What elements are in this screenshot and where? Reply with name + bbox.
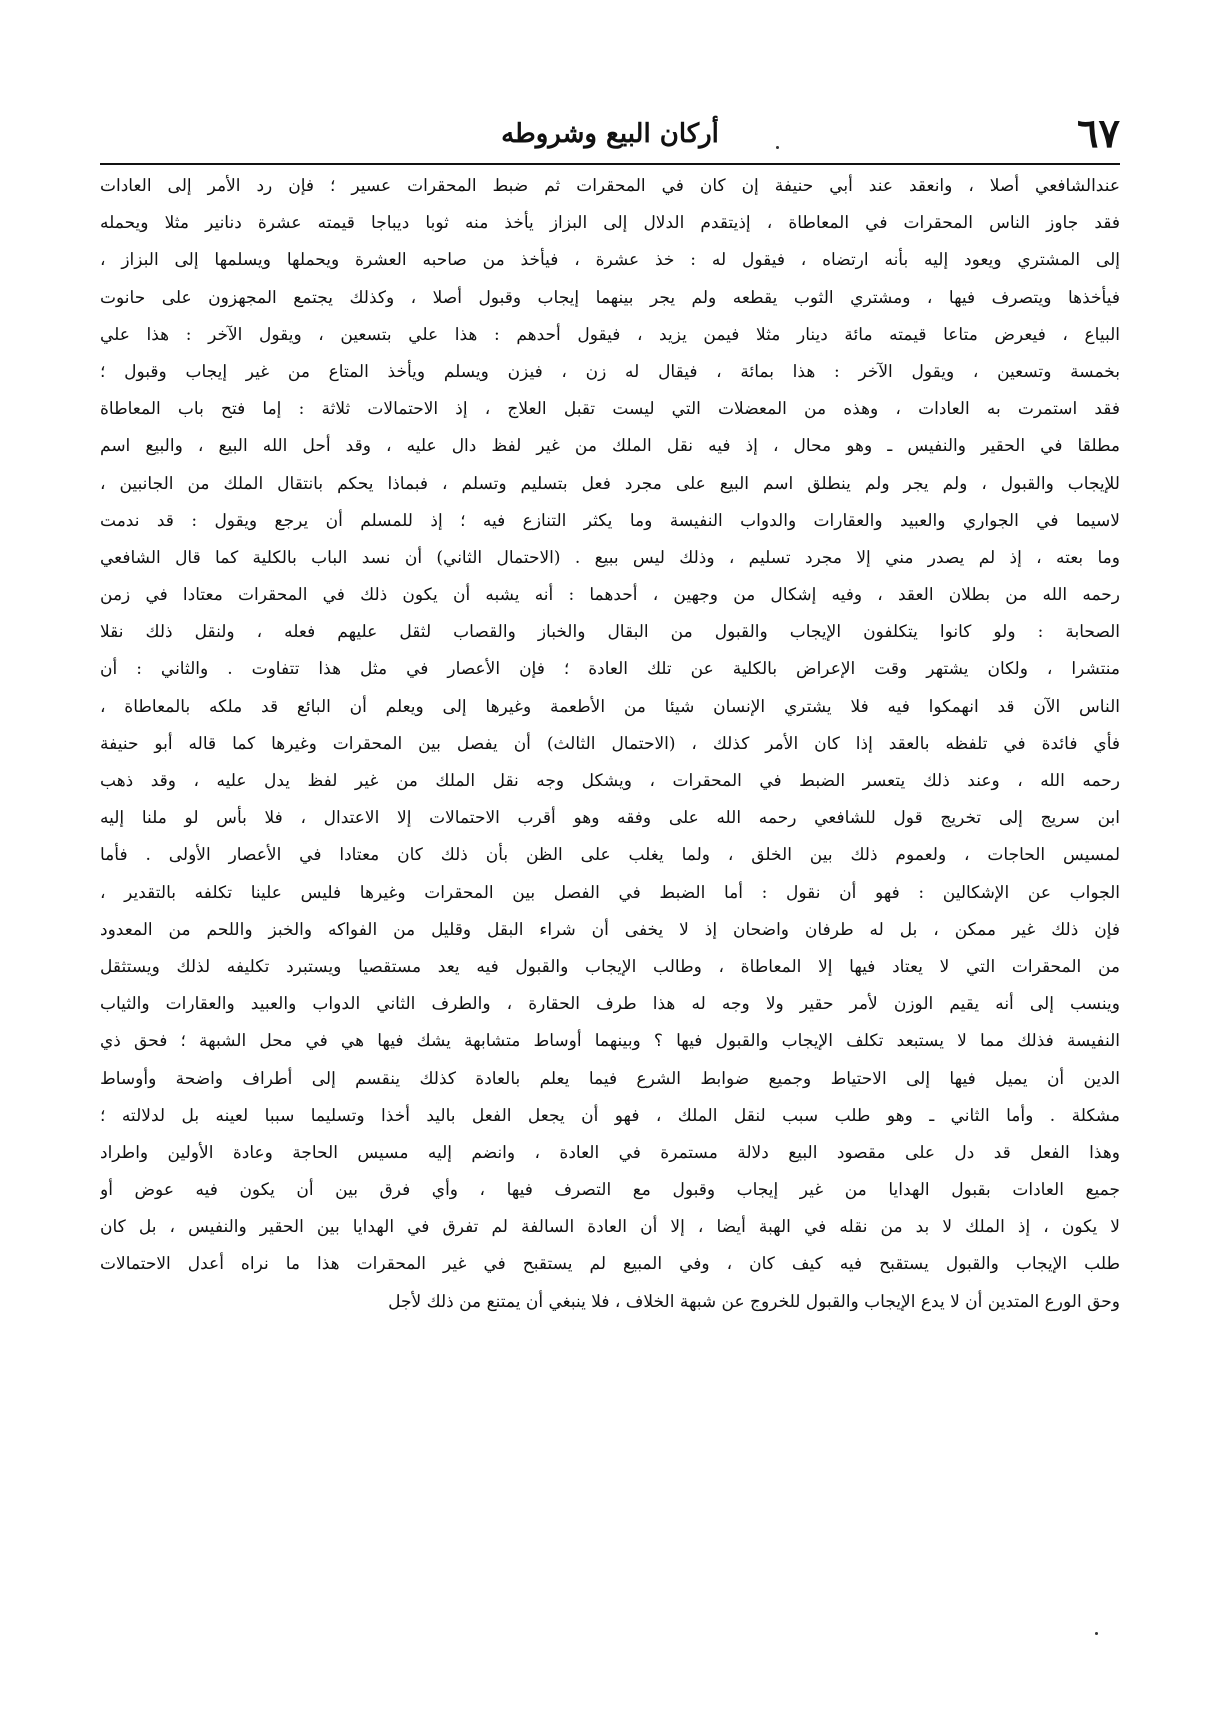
text-line: وحق الورع المتدين أن لا يدع الإيجاب والقبول للخروج عن شبهة الخلاف ، فلا ينبغي أن يمتنع من ذلك لأجل <box>388 1291 1120 1312</box>
text-line: رحمه الله ، وعند ذلك يتعسر الضبط في المحقرات ، ويشكل وجه نقل الملك من غير لفظ يدل عليه ، وقد ذهب <box>100 771 1120 791</box>
header-rule <box>100 163 1120 165</box>
text-line: البياع ، فيعرض متاعا قيمته مائة دينار مثلا فيمن يزيد ، فيقول أحدهم : هذا علي بتسعين ، ويقول الآخر : هذا علي <box>100 324 1120 345</box>
text-line: بخمسة وتسعين ، ويقول الآخر : هذا بمائة ، فيقال له زن ، فيزن ويسلم ويأخذ المتاع من غير إيجاب وقبول ؛ <box>100 361 1120 382</box>
text-line: إلى المشتري ويعود إليه بأنه ارتضاه ، فيقول له : خذ عشرة ، فيأخذ من صاحبه العشرة ويحملها ويسلمها إلى البزاز ، <box>100 250 1120 271</box>
ink-speck <box>1095 1632 1098 1635</box>
running-title: أركان البيع وشروطه <box>501 119 719 149</box>
text-line: لا يكون ، إذ الملك لا بد من نقله في الهبة أيضا ، إلا أن العادة السالفة لم تفرق في الهدايا بين الحقير والنفيس ، بل كان <box>100 1217 1120 1238</box>
text-line: الدين أن يميل فيها إلى الاحتياط وجميع ضوابط الشرع فيما يعلم بالعادة كذلك ينقسم إلى أطراف واضحة وأوساط <box>100 1068 1120 1089</box>
text-line: الصحابة : ولو كانوا يتكلفون الإيجاب والقبول من البقال والخباز والقصاب لثقل عليهم فعله ، ولنقل ذلك نقلا <box>100 622 1120 643</box>
text-line: لاسيما في الجواري والعبيد والعقارات والدواب النفيسة وما يكثر التنازع فيه ؛ إذ للمسلم أن يرجع ويقول : قد ندمت <box>100 510 1120 531</box>
text-line: منتشرا ، ولكان يشتهر وقت الإعراض بالكلية عن تلك العادة ؛ فإن الأعصار في مثل هذا تتفاوت . والثاني : أن <box>100 659 1120 680</box>
text-line: وهذا الفعل قد دل على مقصود البيع دلالة مستمرة في العادة ، وانضم إليه مسيس الحاجة وعادة الأولين واطراد <box>100 1142 1120 1163</box>
text-line: عندالشافعي أصلا ، وانعقد عند أبي حنيفة إن كان في المحقرات ثم ضبط المحقرات عسير ؛ فإن رد الأمر إلى العادات <box>100 176 1120 196</box>
text-line: الناس الآن قد انهمكوا فيه فلا يشتري الإنسان شيئا من الأطعمة وغيرها إلى ويعلم أن البائع قد ملكه بالمعاطاة ، <box>100 696 1120 717</box>
text-line: ابن سريج إلى تخريج قول للشافعي رحمه الله على وفقه وهو أقرب الاحتمالات إلا الاعتدال ، فلا بأس لو ملنا إليه <box>100 808 1120 829</box>
text-line: الجواب عن الإشكالين : فهو أن نقول : أما الضبط في الفصل بين المحقرات وغيرها فليس علينا تكلفه بالتقدير ، <box>100 882 1120 903</box>
body-text <box>100 168 1120 1321</box>
text-line: فقد استمرت به العادات ، وهذه من المعضلات التي ليست تقبل العلاج ، إذ الاحتمالات ثلاثة : إما فتح باب المعاطاة <box>100 399 1120 420</box>
text-line: من المحقرات التي لا يعتاد فيها إلا المعاطاة ، وطالب الإيجاب والقبول فيه يعد مستقصيا ويستبرد تكليفه لذلك ويستثقل <box>100 956 1120 977</box>
page-number: ٦٧ <box>1077 110 1120 157</box>
text-line: للإيجاب والقبول ، ولم يجر ولم ينطلق اسم البيع على مجرد فعل بتسليم وتسلم ، فبماذا يحكم بانتقال الملك من الجانبين ، <box>100 473 1120 494</box>
text-line: جميع العادات بقبول الهدايا من غير إيجاب وقبول مع التصرف فيها ، وأي فرق بين أن يكون فيه عوض أو <box>100 1180 1120 1201</box>
text-line: مطلقا في الحقير والنفيس ـ وهو محال ، إذ فيه نقل الملك من غير لفظ دال عليه ، وقد أحل الله البيع ، والبيع اسم <box>100 436 1120 457</box>
ink-speck <box>776 146 779 149</box>
text-line: رحمه الله من بطلان العقد ، وفيه إشكال من وجهين ، أحدهما : أنه يشبه أن يكون ذلك في المحقرات معتادا في زمن <box>100 585 1120 606</box>
text-line: فإن ذلك غير ممكن ، بل له طرفان واضحان إذ لا يخفى أن شراء البقل وقليل من الفواكه والخبز واللحم من المعدود <box>100 919 1120 940</box>
text-line: فيأخذها ويتصرف فيها ، ومشتري الثوب يقطعه ولم يجر بينهما إيجاب وقبول أصلا ، وكذلك يجتمع المجهزون على حانوت <box>100 287 1120 308</box>
text-line: وما بعته ، إذ لم يصدر مني إلا مجرد تسليم ، وذلك ليس ببيع . (الاحتمال الثاني) أن نسد الباب بالكلية كما قال الشافعي <box>100 547 1120 568</box>
text-line: النفيسة فذلك مما لا يستبعد تكلف الإيجاب والقبول فيها ؟ وبينهما أوساط متشابهة يشك فيها هي في محل الشبهة ؛ فحق ذي <box>100 1031 1120 1052</box>
text-line: مشكلة . وأما الثاني ـ وهو طلب سبب لنقل الملك ، فهو أن يجعل الفعل باليد أخذا وتسليما سببا لعينه بل لدلالته ؛ <box>100 1105 1120 1126</box>
page-header <box>100 108 1120 160</box>
text-line: طلب الإيجاب والقبول يستقبح فيه كيف كان ، وفي المبيع لم يستقبح في غير المحقرات هذا ما نراه أعدل الاحتمالات <box>100 1254 1120 1275</box>
text-line: فقد جاوز الناس المحقرات في المعاطاة ، إذيتقدم الدلال إلى البزاز يأخذ منه ثوبا ديباجا قيمته عشرة دنانير مثلا ويحمله <box>100 213 1120 234</box>
text-line: وينسب إلى أنه يقيم الوزن لأمر حقير ولا وجه له هذا طرف الحقارة ، والطرف الثاني الدواب والعبيد والعقارات والثياب <box>100 994 1120 1015</box>
text-line: لمسيس الحاجات ، ولعموم ذلك بين الخلق ، ولما يغلب على الظن بأن ذلك كان معتادا في الأعصار الأولى . فأما <box>100 845 1120 866</box>
text-line: فأي فائدة في تلفظه بالعقد إذا كان الأمر كذلك ، (الاحتمال الثالث) أن يفصل بين المحقرات وغيرها كما قاله أبو حنيفة <box>100 733 1120 754</box>
